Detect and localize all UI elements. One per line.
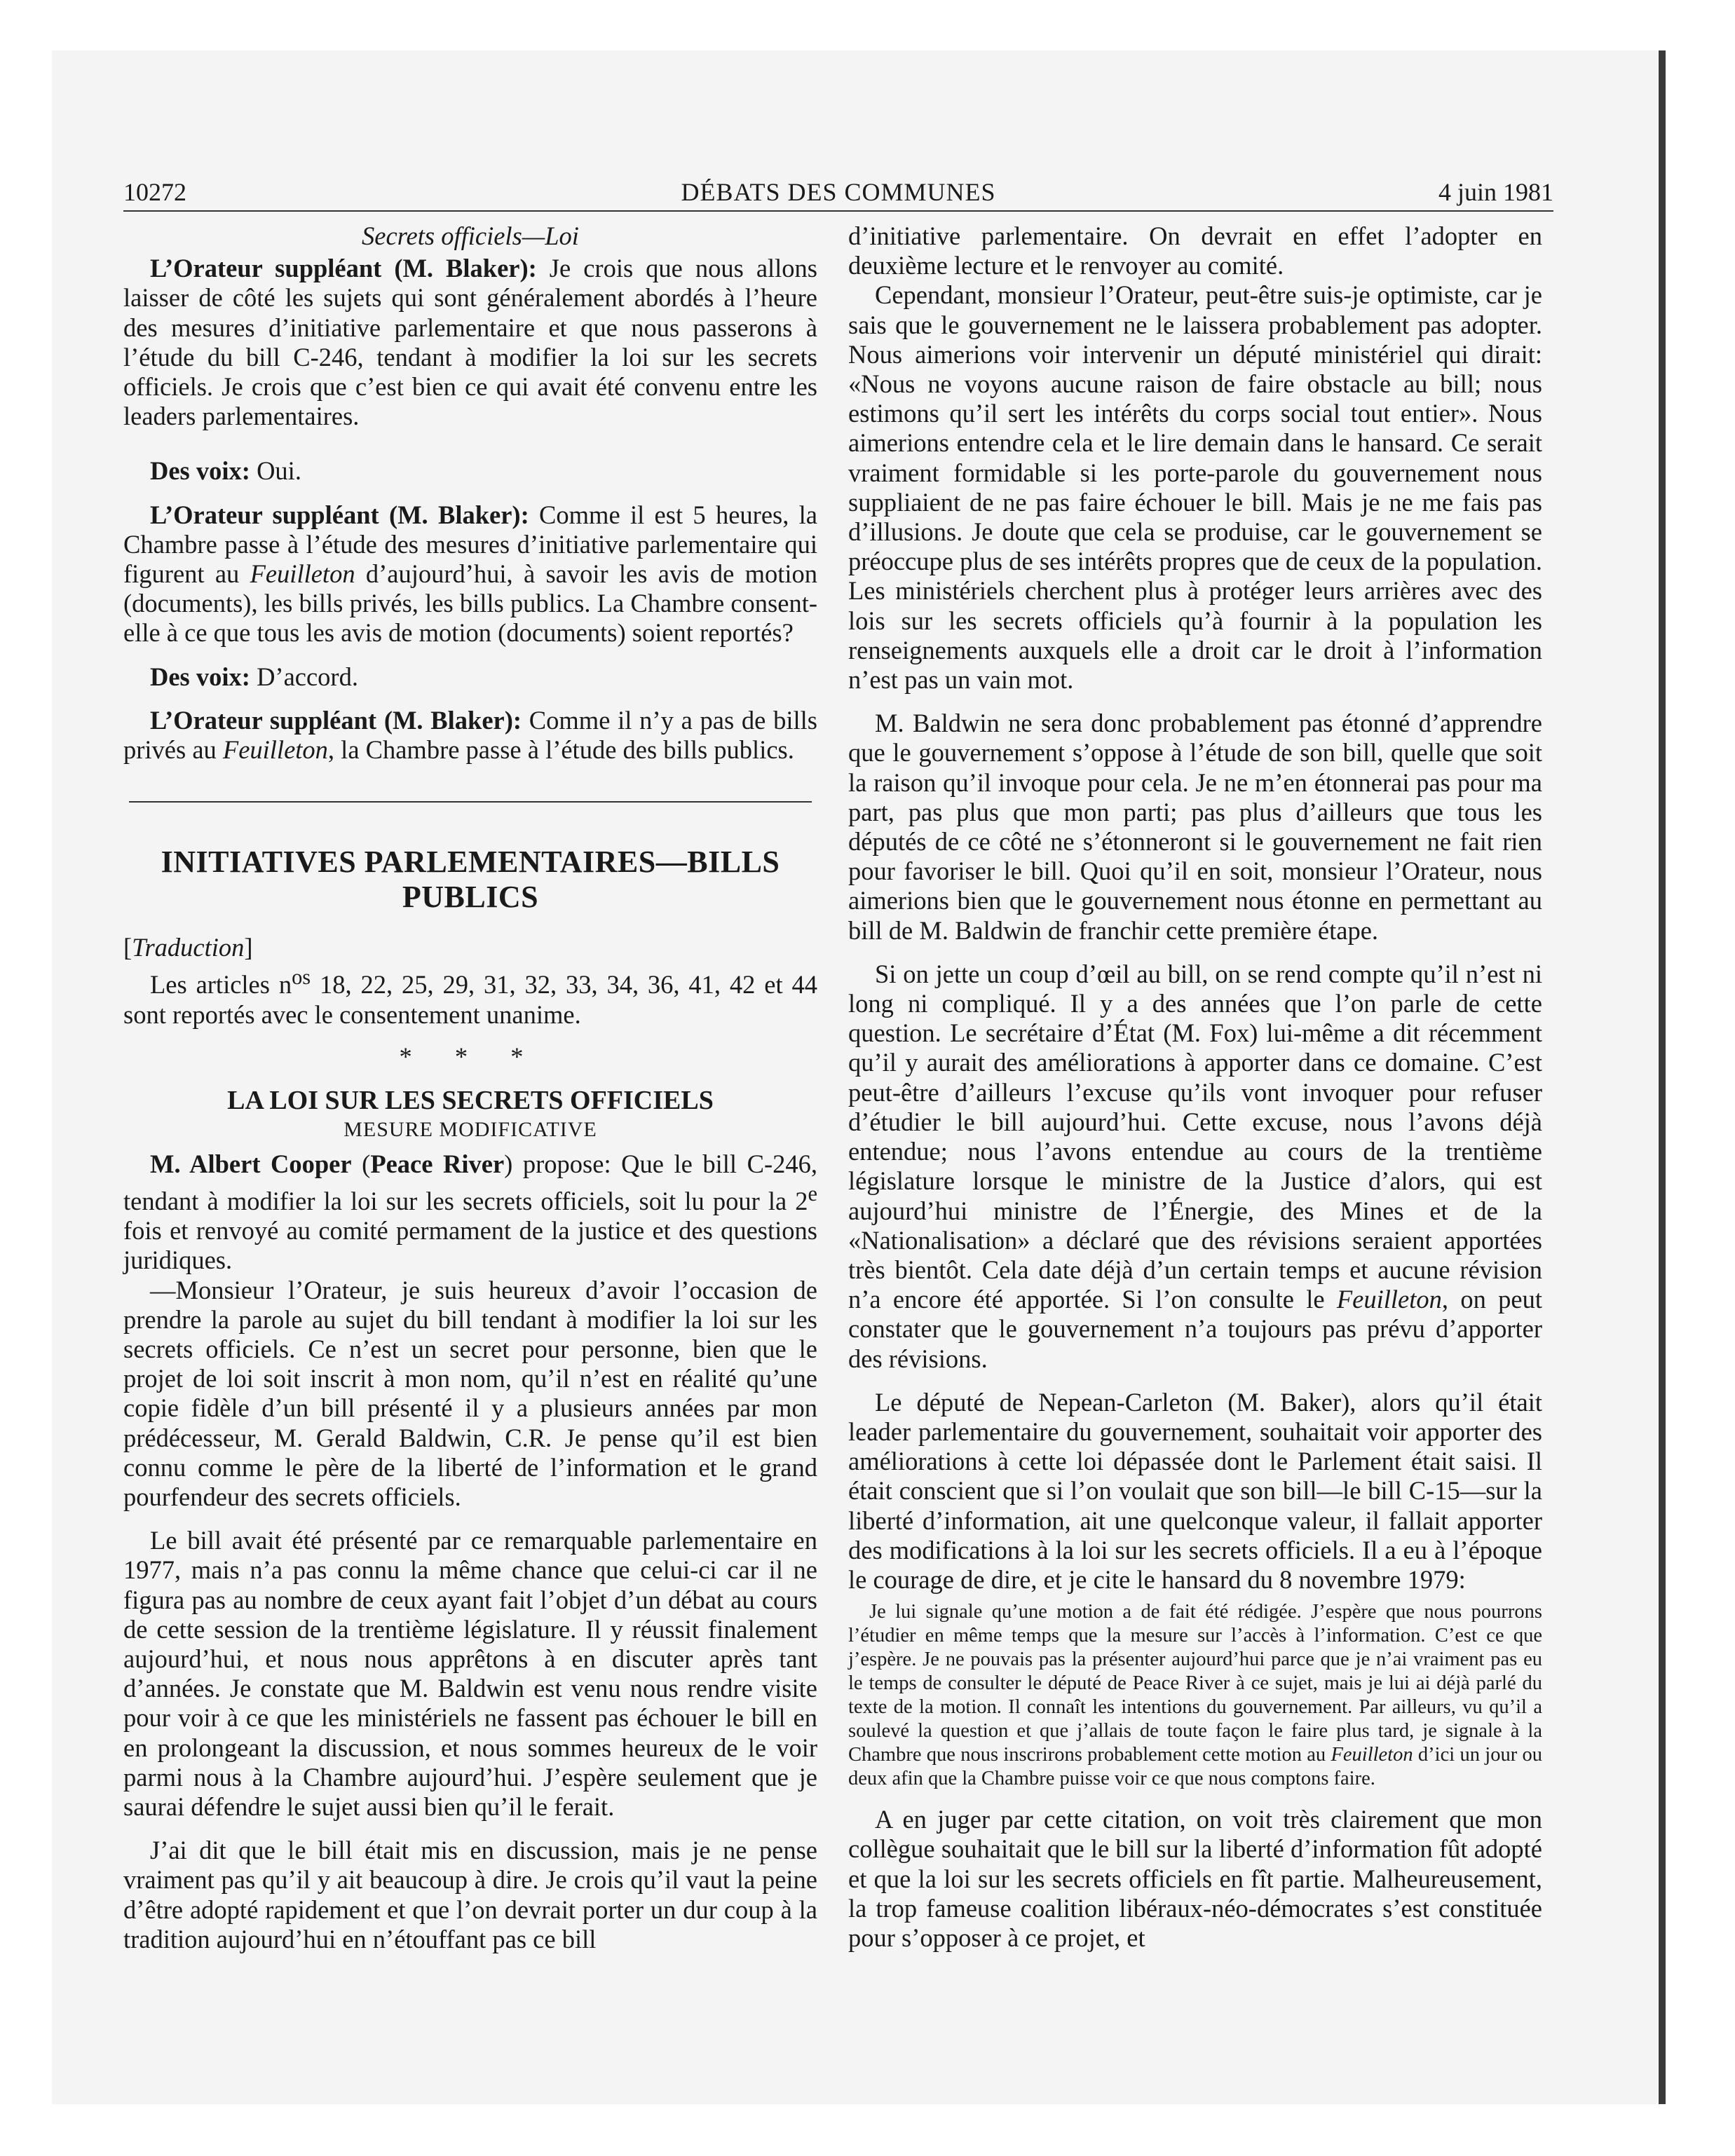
speaker-name: Des voix: (150, 456, 250, 486)
paragraph: L’Orateur suppléant (M. Blaker): Comme il n’y a pas de bills privés au Feuilleton, la Chambre passe à l’étude des bills publics. (123, 705, 817, 765)
running-title: Secrets officiels—Loi (362, 221, 579, 250)
paragraph: J’ai dit que le bill était mis en discussion, mais je ne pense vraiment pas qu’il y ait beaucoup à dire. Je crois qu’il vaut la peine d’être adopté rapidement et que l’on devrait porter un dur coup à la tradition aujourd’hui en n’étouffant pas ce bill (123, 1836, 817, 1953)
paragraph: L’Orateur suppléant (M. Blaker): Comme il est 5 heures, la Chambre passe à l’étude des mesures d’initiative parlementaire qui figurent au Feuilleton d’aujourd’hui, à savoir les avis de motion (documents), les bills privés, les bills publics. La Chambre consent-elle à ce que tous les avis de motion (documents) soient reportés? (123, 500, 817, 648)
motion-paragraph: M. Albert Cooper (Peace River) propose: Que le bill C-246, tendant à modifier la loi sur les secrets officiels, soit lu pour la 2e fois et renvoyé au comité permament de la justice et des questions juridiques. (123, 1149, 817, 1275)
publication-title: DÉBATS DES COMMUNES (681, 178, 996, 206)
paragraph: M. Baldwin ne sera donc probablement pas étonné d’apprendre que le gouvernement s’oppose à l’étude de son bill, quelle que soit la raison qu’il invoque pour cela. Je ne m’en étonnerai pas pour ma part, pas plus que mon parti; pas plus d’ailleurs que tous les députés de ce côté ne s’étonneront si le gouvernement ne fait rien pour favoriser le bill. Quoi qu’il en soit, monsieur l’Orateur, nous aimerions bien que le gouvernement nous étonne en permettant au bill de M. Baldwin de franchir cette première étape. (848, 709, 1542, 945)
paragraph: Si on jette un coup d’œil au bill, on se rend compte qu’il n’est ni long ni compliqué. Il y a des années que l’on parle de cette question. Le secrétaire d’État (M. Fox) lui-même a dit récemment qu’il y aurait des améliorations à apporter dans ce domaine. C’est peut-être d’ailleurs l’excuse qu’ils vont invoquer pour refuser d’étudier le bill aujourd’hui. Cette excuse, nous l’avons déjà entendue; nous l’avons entendue au cours de la trentième législature lorsque le ministre de la Justice d’alors, qui est aujourd’hui ministre de l’Énergie, des Mines et de la «Nationalisation» a déclaré que des révisions seraient apportées très bientôt. Cela date déjà d’un certain temps et aucune révision n’a encore été apportée. Si l’on consulte le Feuilleton, on peut constater que le gouvernement n’a toujours pas prévu d’apporter des révisions. (848, 959, 1542, 1373)
paragraph: L’Orateur suppléant (M. Blaker): Je crois que nous allons laisser de côté les sujets qui sont généralement abordés à l’heure des mesures d’initiative parlementaire et que nous passerons à l’étude du bill C-246, tendant à modifier la loi sur les secrets officiels. Je crois que c’est bien ce qui avait été convenu entre les leaders parlementaires. (123, 254, 817, 431)
speaker-name: Des voix: (150, 662, 250, 691)
paragraph: A en juger par cette citation, on voit très clairement que mon collègue souhaitait que le bill sur la liberté d’information fût adopté et que la loi sur les secrets officiels en fît partie. Malheureusement, la trop fameuse coalition libéraux-néo-démocrates s’est constituée pour s’opposer à ce projet, et (848, 1805, 1542, 1952)
issue-date: 4 juin 1981 (1438, 178, 1553, 206)
translation-note: [Traduction] (123, 933, 253, 962)
speaker-name: L’Orateur suppléant (M. Blaker): (150, 254, 537, 283)
page-header (123, 175, 1553, 209)
paragraph: d’initiative parlementaire. On devrait en effet l’adopter en deuxième lecture et le renvoyer au comité. (848, 221, 1542, 280)
header-rule (123, 210, 1553, 212)
paragraph: Le député de Nepean-Carleton (M. Baker), alors qu’il était leader parlementaire du gouvernement, souhaitait voir apporter des améliorations à cette loi dépassée dont le Parlement était saisi. Il était conscient que si l’on voulait que son bill—le bill C-15—sur la liberté d’information, ait une quelconque valeur, il fallait apporter des modifications à la loi sur les secrets officiels. Il a eu à l’époque le courage de dire, et je cite le hansard du 8 novembre 1979: (848, 1387, 1542, 1594)
paragraph: Cependant, monsieur l’Orateur, peut-être suis-je optimiste, car je sais que le gouvernement ne le laissera probablement pas adopter. Nous aimerions voir intervenir un député ministériel qui dirait: «Nous ne voyons aucune raison de faire obstacle au bill; nous estimons qu’il sert les intérêts du corps social tout entier». Nous aimerions entendre cela et le lire demain dans le hansard. Ce serait vraiment formidable si les porte-parole du gouvernement nous suppliaient de ne pas faire échouer le bill. Mais je ne me fais pas d’illusions. Je doute que cela se produise, car le gouvernement se préoccupe plus de ses intérêts propres que de ceux de la population. Les ministériels cherchent plus à protéger leurs arrières avec des lois sur les secrets officiels qu’à fournir à la population les renseignements auxquels elle a droit car le droit à l’information n’est pas un vain mot. (848, 280, 1542, 695)
paragraph: Des voix: D’accord. (150, 662, 358, 691)
page-number: 10272 (123, 178, 186, 206)
paragraph: —Monsieur l’Orateur, je suis heureux d’avoir l’occasion de prendre la parole au sujet du bill tendant à modifier la loi sur les secrets officiels. Ce n’est un secret pour personne, bien que le projet de loi soit inscrit à mon nom, qu’il n’est en réalité qu’une copie fidèle d’un bill présenté il y a plusieurs années par mon prédécesseur, M. Gerald Baldwin, C.R. Je pense qu’il est bien connu comme le père de la liberté de l’information et le grand pourfendeur des secrets officiels. (123, 1275, 817, 1512)
paragraph: Les articles $n^{os}$ 18, 22, 25, 29, 31, 32, 33, 34, 36, 41, 42 et 44 sont reportés avec le consentement unanime. (123, 965, 817, 1029)
section-divider (129, 801, 812, 803)
block-quote: Je lui signale qu’une motion a de fait été rédigée. J’espère que nous pourrons l’étudier en même temps que la mesure sur l’accès à l’information. C’est ce que j’espère. Je ne pouvais pas la présenter aujourd’hui parce que je n’ai vraiment pas eu le temps de consulter le député de Peace River à ce sujet, mais je lui ai déjà parlé du texte de la motion. Il connaît les intentions du gouvernement. Par ailleurs, vu qu’il a soulevé la question et que j’allais de toute façon le faire plus tard, je signale à la Chambre que nous inscrirons probablement cette motion au Feuilleton d’ici un jour ou deux afin que la Chambre puisse voir ce que nous comptons faire. (848, 1601, 1543, 1790)
speaker-name: L’Orateur suppléant (M. Blaker): (150, 500, 529, 529)
speaker-name: M. Albert Cooper (150, 1149, 352, 1178)
section-title: INITIATIVES PARLEMENTAIRES—BILLS PUBLICS (161, 845, 780, 915)
paragraph: Le bill avait été présenté par ce remarquable parlementaire en 1977, mais n’a pas connu la même chance que celui-ci car il ne figura pas au nombre de ceux ayant fait l’objet d’un débat au cours de cette session de la trentième législature. Il y réussit finalement aujourd’hui, et nous nous apprêtons à en discuter après tant d’années. Je constate que M. Baldwin est venu nous rendre visite pour voir à ce que les ministériels ne fassent pas échouer le bill en en prolongeant la discussion, et nous sommes heureux de le voir parmi nous à la Chambre aujourd’hui. J’espère seulement que je saurai défendre le sujet aussi bien qu’il le ferait. (123, 1526, 817, 1822)
right-column (848, 221, 1542, 1953)
left-column (123, 221, 817, 1954)
subsection-title: LA LOI SUR LES SECRETS OFFICIELS (227, 1086, 714, 1116)
section-separator-stars: * * * (399, 1042, 542, 1072)
paragraph: Des voix: Oui. (150, 456, 301, 486)
scan-edge-bar (1659, 50, 1666, 2104)
subsection-subtitle: MESURE MODIFICATIVE (343, 1118, 597, 1142)
speaker-name: L’Orateur suppléant (M. Blaker): (150, 705, 522, 735)
